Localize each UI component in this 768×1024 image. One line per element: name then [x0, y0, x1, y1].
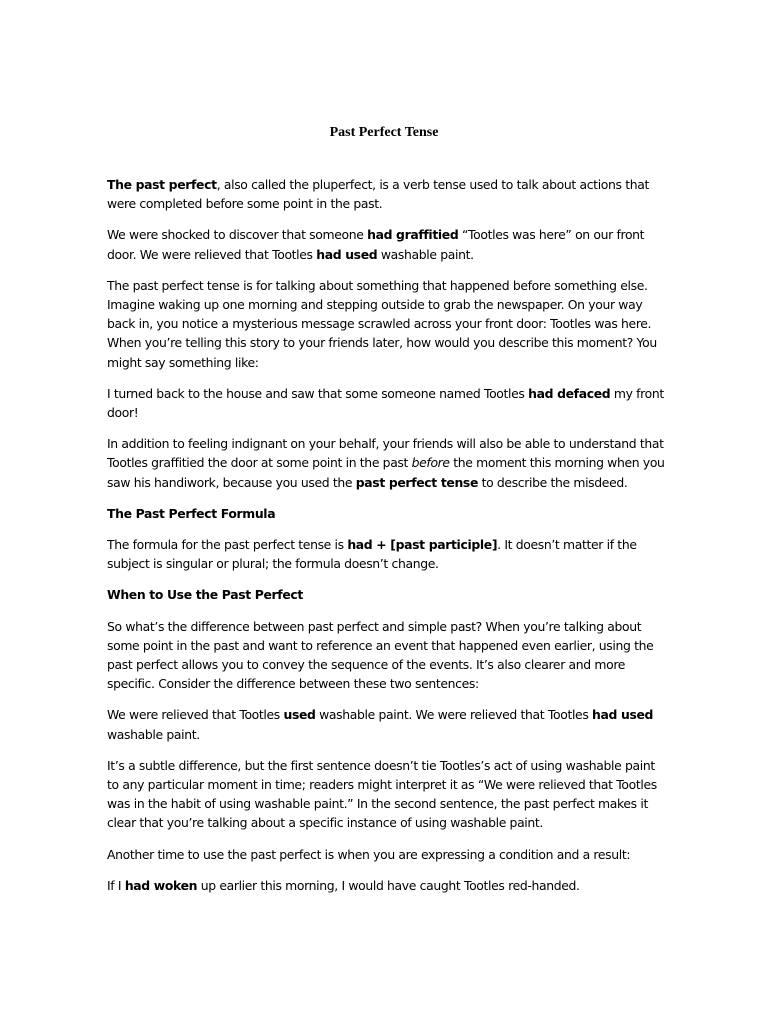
emphasis-text: had + [past participle]	[347, 537, 498, 553]
emphasis-text: used	[283, 707, 316, 723]
section-heading-formula	[107, 504, 667, 523]
paragraph-text: I turned back to the house and saw that some someone named Tootles	[107, 385, 529, 401]
paragraph-story: The past perfect tense is for talking about something that happened before something else. Imagine waking up one morning and stepping outside to grab the newspaper. On your way back in, you notice a mysterious message scrawled across your front door: Tootles was here. When you’re telling this story to your friends later, how would you describe this moment? You might say something like:	[107, 277, 657, 370]
paragraph-text: “Tootles was here” on our front door. We were relieved that Tootles	[107, 227, 645, 262]
emphasis-text: had woken	[124, 877, 198, 893]
paragraph-example-condition	[107, 876, 667, 895]
paragraph-difference: So what’s the difference between past perfect and simple past? When you’re talking about some point in the past and want to reference an event that happened even earlier, using the past perfect allows you to convey the sequence of the events. It’s also clearer and more specific. Consider the difference between these two sentences:	[107, 618, 654, 692]
emphasis-text: had used	[316, 246, 378, 262]
paragraph-explanation	[107, 434, 667, 492]
paragraph-text: The formula for the past perfect tense is	[107, 537, 348, 553]
paragraph-text: up earlier this morning, I would have caught Tootles red-handed.	[197, 877, 580, 893]
italic-text: before	[411, 455, 450, 471]
paragraph-subtle-difference: It’s a subtle difference, but the first sentence doesn’t tie Tootles’s act of using washable paint to any particular moment in time; readers might interpret it as “We were relieved that Tootles was in the habit of using washable paint.” In the second sentence, the past perfect makes it clear that you’re talking about a specific instance of using washable paint.	[107, 757, 657, 831]
paragraph-text: to describe the misdeed.	[478, 474, 628, 490]
page-title: Past Perfect Tense	[329, 125, 439, 140]
emphasis-text: The past perfect	[107, 177, 217, 192]
paragraph-text: We were relieved that Tootles	[107, 707, 284, 723]
paragraph-formula	[107, 535, 667, 573]
paragraph-text: We were shocked to discover that someone	[107, 227, 368, 243]
emphasis-text: past perfect tense	[355, 474, 478, 490]
emphasis-text: had used	[592, 707, 654, 723]
section-heading-usage	[107, 585, 667, 604]
paragraph-example-comparison	[107, 705, 667, 743]
paragraph-text: my front door!	[107, 385, 664, 421]
paragraph-condition: Another time to use the past perfect is when you are expressing a condition and a result:	[107, 846, 631, 862]
document-body	[107, 175, 667, 907]
paragraph-example-defaced	[107, 384, 667, 422]
emphasis-text: had graffitied	[367, 227, 459, 243]
heading-text: When to Use the Past Perfect	[107, 587, 303, 603]
heading-text: The Past Perfect Formula	[107, 505, 276, 521]
paragraph-text: , also called the pluperfect, is a verb tense used to talk about actions that were completed before some point in the past.	[107, 177, 649, 212]
paragraph-definition	[107, 175, 667, 213]
paragraph-text: In addition to feeling indignant on your behalf, your friends will also be able to understand that Tootles graffitied the door at some point in the past	[107, 436, 664, 471]
paragraph-text: If I	[107, 877, 125, 893]
paragraph-example-graffiti	[107, 225, 667, 263]
paragraph-text: the moment this morning when you saw his handiwork, because you used the	[107, 455, 665, 490]
emphasis-text: had defaced	[528, 385, 611, 401]
paragraph-text: washable paint.	[377, 246, 474, 262]
paragraph-text: washable paint. We were relieved that Tootles	[315, 707, 593, 723]
paragraph-text: . It doesn’t matter if the subject is singular or plural; the formula doesn’t change.	[107, 537, 637, 572]
paragraph-text: washable paint.	[107, 726, 200, 742]
